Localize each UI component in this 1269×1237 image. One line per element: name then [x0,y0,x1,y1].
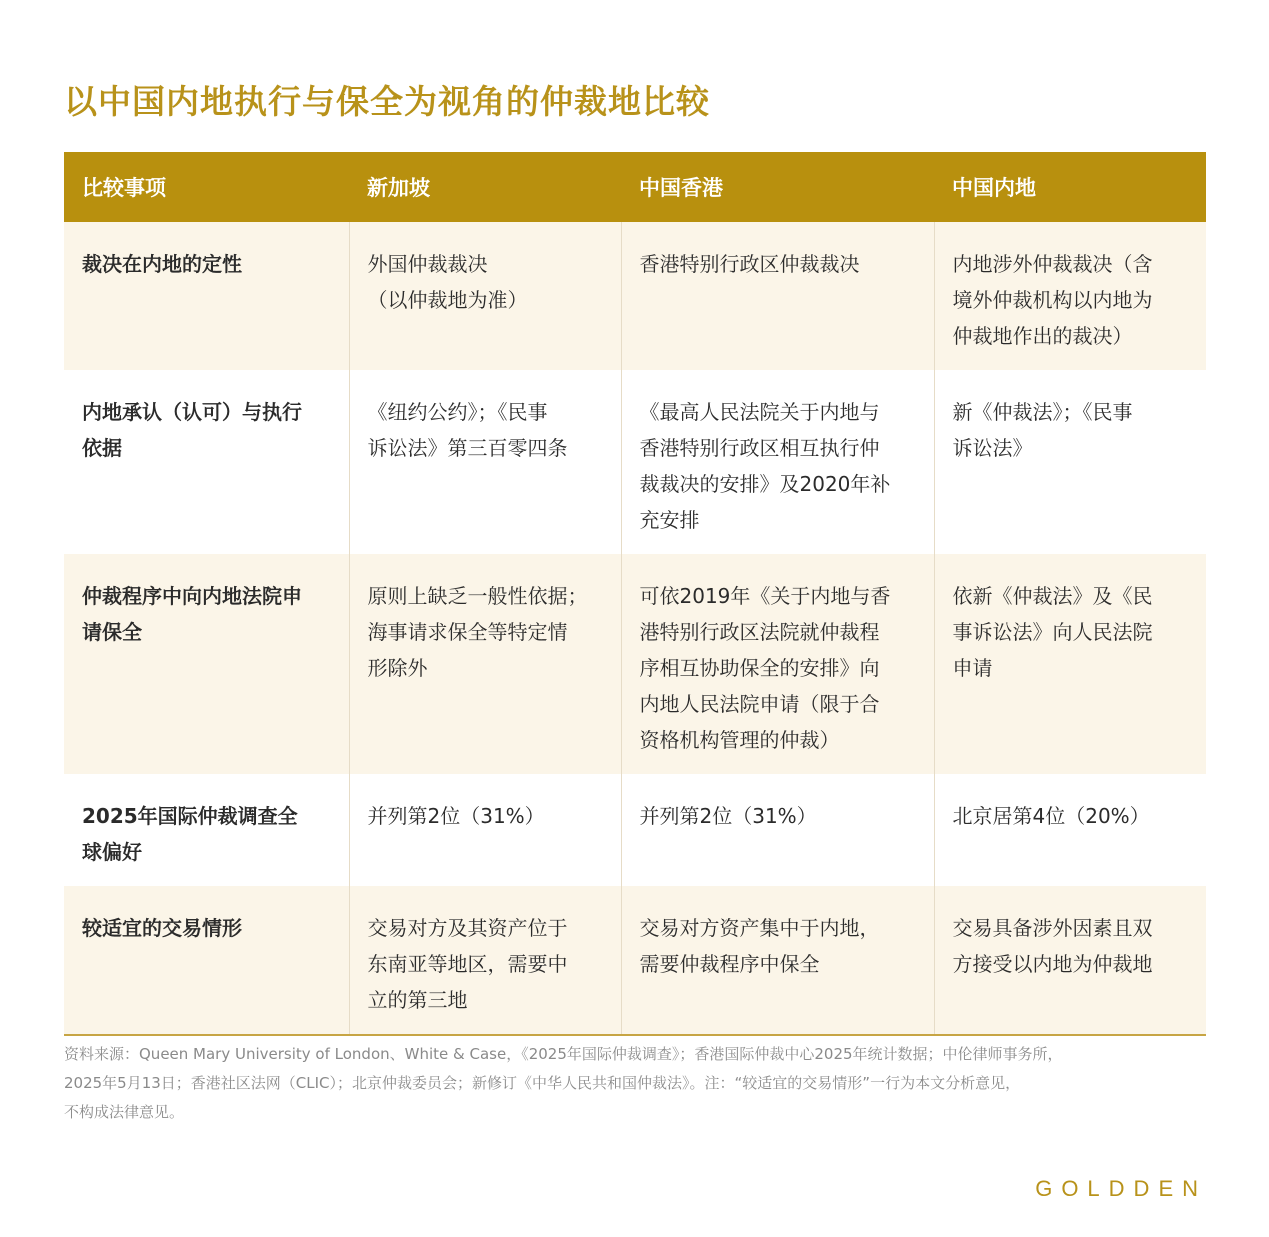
cell-mainland [934,222,1206,370]
cell-text-line: 交易具备涉外因素且双 [952,916,1153,940]
table-body [64,222,1206,1035]
header-item: 比较事项 [64,152,349,222]
cell-text-line: 诉讼法》第三百零四条 [367,436,568,460]
cell-text-line: 《纽约公约》；《民事 [367,400,548,424]
table-row [64,886,1206,1035]
cell-item [64,774,349,886]
cell-text-line: 立的第三地 [367,988,468,1012]
cell-text-line: 序相互协助保全的安排》向 [639,656,880,680]
cell-item [64,222,349,370]
cell-text-line: 形除外 [367,656,428,680]
cell-text-line: 港特别行政区法院就仲裁程 [639,620,880,644]
cell-text-line: 并列第2位（31%） [639,804,817,828]
cell-mainland [934,370,1206,554]
cell-text-line: 内地涉外仲裁裁决（含 [952,252,1153,276]
cell-text-line: 方接受以内地为仲裁地 [952,952,1153,976]
cell-hongkong [621,774,934,886]
cell-hongkong [621,554,934,774]
comparison-table [64,152,1206,1036]
cell-text-line: 原则上缺乏一般性依据； [367,584,588,608]
cell-mainland [934,886,1206,1035]
cell-text-line: 内地承认（认可）与执行 [82,400,302,424]
cell-text-line: 充安排 [639,508,700,532]
cell-text-line: 依据 [82,436,122,460]
cell-text-line: 外国仲裁裁决 [367,252,488,276]
cell-text-line: 交易对方及其资产位于 [367,916,568,940]
cell-item [64,886,349,1035]
source-line: 资料来源：Queen Mary University of London、White & Case，《2025年国际仲裁调查》；香港国际仲裁中心2025年统计数据；中伦律师事务所， [64,1045,1063,1063]
table-row [64,370,1206,554]
cell-text-line: 裁决在内地的定性 [82,252,242,276]
header-mainland: 中国内地 [934,152,1206,222]
cell-text-line: 资格机构管理的仲裁） [639,728,840,752]
cell-mainland [934,774,1206,886]
table-row [64,222,1206,370]
cell-singapore [349,222,621,370]
cell-hongkong [621,886,934,1035]
cell-text-line: 裁裁决的安排》及2020年补 [639,472,891,496]
brand-logo: GOLDDEN [1035,1176,1207,1201]
cell-singapore [349,554,621,774]
source-note [64,1040,1209,1127]
cell-text-line: 事诉讼法》向人民法院 [952,620,1153,644]
cell-text-line: 较适宜的交易情形 [82,916,242,940]
header-hongkong: 中国香港 [621,152,934,222]
table-row [64,774,1206,886]
comparison-table-wrap [64,152,1206,1036]
table-header-row [64,152,1206,222]
cell-singapore [349,886,621,1035]
cell-text-line: 球偏好 [82,840,142,864]
page-title: 以中国内地执行与保全为视角的仲裁地比较 [64,82,710,121]
cell-text-line: 依新《仲裁法》及《民 [952,584,1153,608]
cell-mainland [934,554,1206,774]
cell-text-line: 仲裁程序中向内地法院申 [82,584,302,608]
cell-text-line: 2025年国际仲裁调查全 [82,804,298,828]
cell-text-line: 境外仲裁机构以内地为 [952,288,1153,312]
source-line: 2025年5月13日；香港社区法网（CLIC）；北京仲裁委员会；新修订《中华人民共和国仲裁法》。注：“较适宜的交易情形”一行为本文分析意见， [64,1074,1021,1092]
cell-text-line: 可依2019年《关于内地与香 [639,584,891,608]
cell-text-line: （以仲裁地为准） [367,288,528,312]
table-row [64,554,1206,774]
cell-item [64,370,349,554]
cell-text-line: 内地人民法院申请（限于合 [639,692,880,716]
cell-text-line: 香港特别行政区仲裁裁决 [639,252,860,276]
cell-text-line: 东南亚等地区，需要中 [367,952,568,976]
cell-text-line: 交易对方资产集中于内地， [639,916,880,940]
cell-text-line: 香港特别行政区相互执行仲 [639,436,880,460]
cell-text-line: 需要仲裁程序中保全 [639,952,820,976]
cell-item [64,554,349,774]
cell-singapore [349,370,621,554]
cell-text-line: 并列第2位（31%） [367,804,545,828]
cell-text-line: 仲裁地作出的裁决） [952,324,1133,348]
cell-singapore [349,774,621,886]
cell-text-line: 新《仲裁法》；《民事 [952,400,1133,424]
cell-text-line: 申请 [952,656,993,680]
cell-hongkong [621,222,934,370]
cell-text-line: 诉讼法》 [952,436,1033,460]
cell-text-line: 北京居第4位（20%） [952,804,1150,828]
cell-text-line: 海事请求保全等特定情 [367,620,568,644]
cell-hongkong [621,370,934,554]
cell-text-line: 请保全 [82,620,142,644]
cell-text-line: 《最高人民法院关于内地与 [639,400,880,424]
header-singapore: 新加坡 [349,152,621,222]
source-line: 不构成法律意见。 [64,1103,185,1121]
